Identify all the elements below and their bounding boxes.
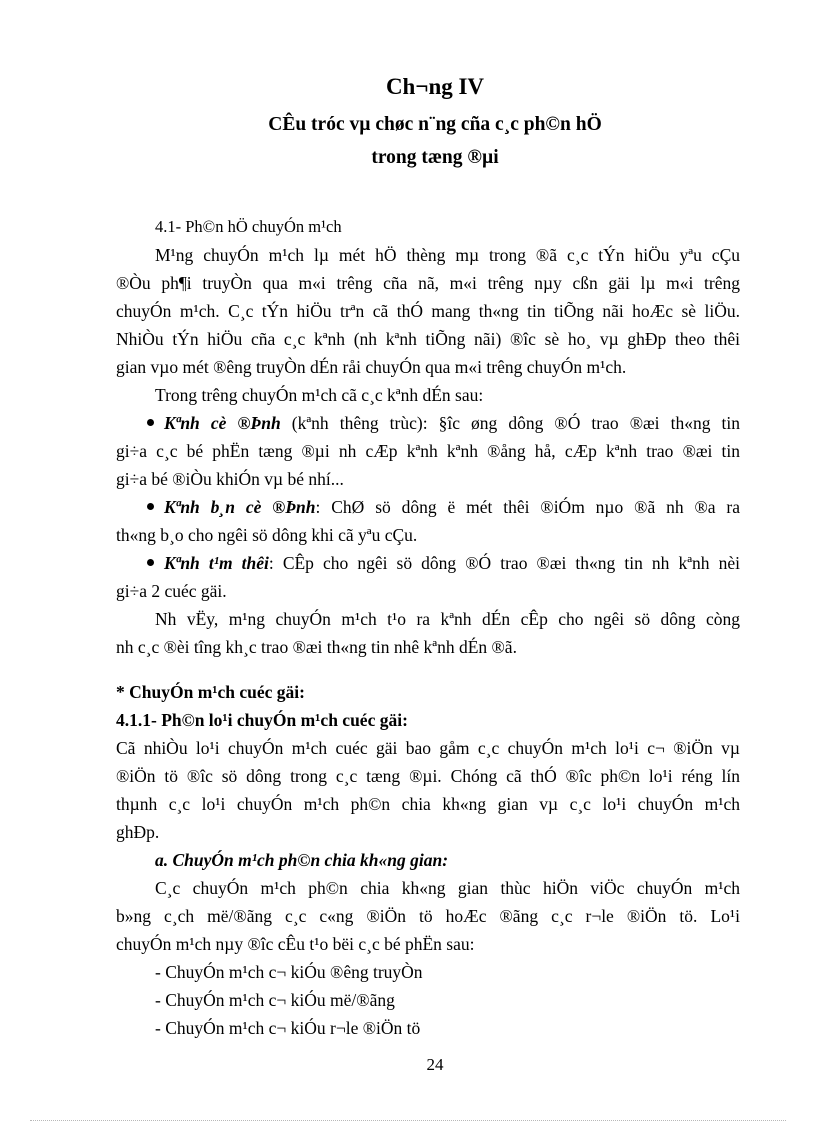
bullet-term: Kªnh cè ®Þnh xyxy=(164,413,281,433)
bullet-icon xyxy=(147,503,154,510)
bullet-text: : ChØ sö dông ë mét thêi ®iÓm nµo ®ã nh ®a ra xyxy=(315,497,740,517)
paragraph-line: C¸c chuyÓn m¹ch ph©n chia kh«ng gian thùc hiÖn viÖc chuyÓn m¹ch xyxy=(155,878,740,898)
bullet-icon xyxy=(147,419,154,426)
bullet-text: (kªnh thêng trùc): §îc øng dông ®Ó trao ®æi th«ng tin xyxy=(280,413,740,433)
paragraph-line: M¹ng chuyÓn m¹ch lµ mét hÖ thèng mµ trong ®ã c¸c tÝn hiÖu yªu cÇu xyxy=(155,245,740,265)
paragraph-line: NhiÒu tÝn hiÖu cña c¸c kªnh (nh kªnh tiÕng nãi) ®îc sè ho¸ vµ ghÐp theo thêi xyxy=(116,329,740,349)
paragraph-line: nh c¸c ®èi tîng kh¸c trao ®æi th«ng tin nhê kªnh dÉn ®ã. xyxy=(116,637,517,657)
subsection-a-heading: a. ChuyÓn m¹ch ph©n chia kh«ng gian: xyxy=(155,850,449,870)
page-bottom-divider xyxy=(30,1120,786,1121)
section-heading: 4.1- Ph©n hÖ chuyÓn m¹ch xyxy=(155,217,342,236)
list-item: - ChuyÓn m¹ch c¬ kiÓu ®êng truyÒn xyxy=(155,962,423,982)
paragraph-line: chuyÓn m¹ch nµy ®îc cÊu t¹o bëi c¸c bé phËn sau: xyxy=(116,934,475,954)
bullet-icon xyxy=(147,559,154,566)
paragraph-line: Trong trêng chuyÓn m¹ch cã c¸c kªnh dÉn sau: xyxy=(155,385,484,405)
list-item: - ChuyÓn m¹ch c¬ kiÓu r¬le ®iÖn tö xyxy=(155,1018,421,1038)
paragraph-line: Cã nhiÒu lo¹i chuyÓn m¹ch cuéc gäi bao gåm c¸c chuyÓn m¹ch lo¹i c¬ ®iÖn vµ xyxy=(116,738,740,758)
bullet-item xyxy=(147,496,740,518)
paragraph-line: gi÷a 2 cuéc gäi. xyxy=(116,581,227,601)
bullet-item xyxy=(147,552,740,574)
bullet-text: : CÊp cho ngêi sö dông ®Ó trao ®æi th«ng tin nh kªnh nèi xyxy=(268,553,740,573)
list-item: - ChuyÓn m¹ch c¬ kiÓu më/®ãng xyxy=(155,990,395,1010)
chapter-title-line-2: trong tæng ®µi xyxy=(371,147,499,168)
paragraph-line: gian vµo mét ®êng truyÒn dÉn råi chuyÓn qua m«i trêng chuyÓn m¹ch. xyxy=(116,357,627,377)
bullet-item xyxy=(147,412,740,434)
paragraph-line: b»ng c¸ch më/®ãng c¸c c«ng ®iÖn tö hoÆc ®ãng c¸c r¬le ®iÖn tö. Lo¹i xyxy=(116,906,740,926)
subsection-heading: 4.1.1- Ph©n lo¹i chuyÓn m¹ch cuéc gäi: xyxy=(116,710,408,730)
chapter-number: Ch¬ng IV xyxy=(385,74,485,99)
paragraph-line: th«ng b¸o cho ngêi sö dông khi cã yªu cÇu. xyxy=(116,525,418,545)
paragraph-line: Nh vËy, m¹ng chuyÓn m¹ch t¹o ra kªnh dÉn cÊp cho ngêi sö dông còng xyxy=(155,609,740,629)
paragraph-line: ®iÖn tö ®îc sö dông trong c¸c tæng ®µi. Chóng cã thÓ ®îc ph©n lo¹i réng lín xyxy=(116,766,740,786)
paragraph-line: thµnh c¸c lo¹i chuyÓn m¹ch ph©n chia kh«ng gian vµ c¸c lo¹i chuyÓn m¹ch xyxy=(116,794,740,814)
chapter-title-line-1: CÊu tróc vµ chøc n¨ng cña c¸c ph©n hÖ xyxy=(268,114,602,135)
paragraph-line: gi÷a bé ®iÒu khiÓn vµ bé nhí... xyxy=(116,469,344,489)
paragraph-line: chuyÓn m¹ch. C¸c tÝn hiÖu trªn cã thÓ mang th«ng tin tiÕng nãi hoÆc sè liÖu. xyxy=(116,301,740,321)
call-switching-heading: * ChuyÓn m¹ch cuéc gäi: xyxy=(116,682,305,702)
paragraph-line: gi÷a c¸c bé phËn tæng ®µi nh cÆp kªnh kªnh ®ång hå, cÆp kªnh trao ®æi tin xyxy=(116,441,740,461)
bullet-term: Kªnh b¸n cè ®Þnh xyxy=(164,497,316,517)
bullet-term: Kªnh t¹m thêi xyxy=(164,553,269,573)
paragraph-line: ®Òu ph¶i truyÒn qua m«i trêng cña nã, m«i trêng nµy cßn gäi lµ m«i trêng xyxy=(116,273,740,293)
page-number: 24 xyxy=(426,1055,444,1074)
paragraph-line: ghÐp. xyxy=(116,822,160,842)
